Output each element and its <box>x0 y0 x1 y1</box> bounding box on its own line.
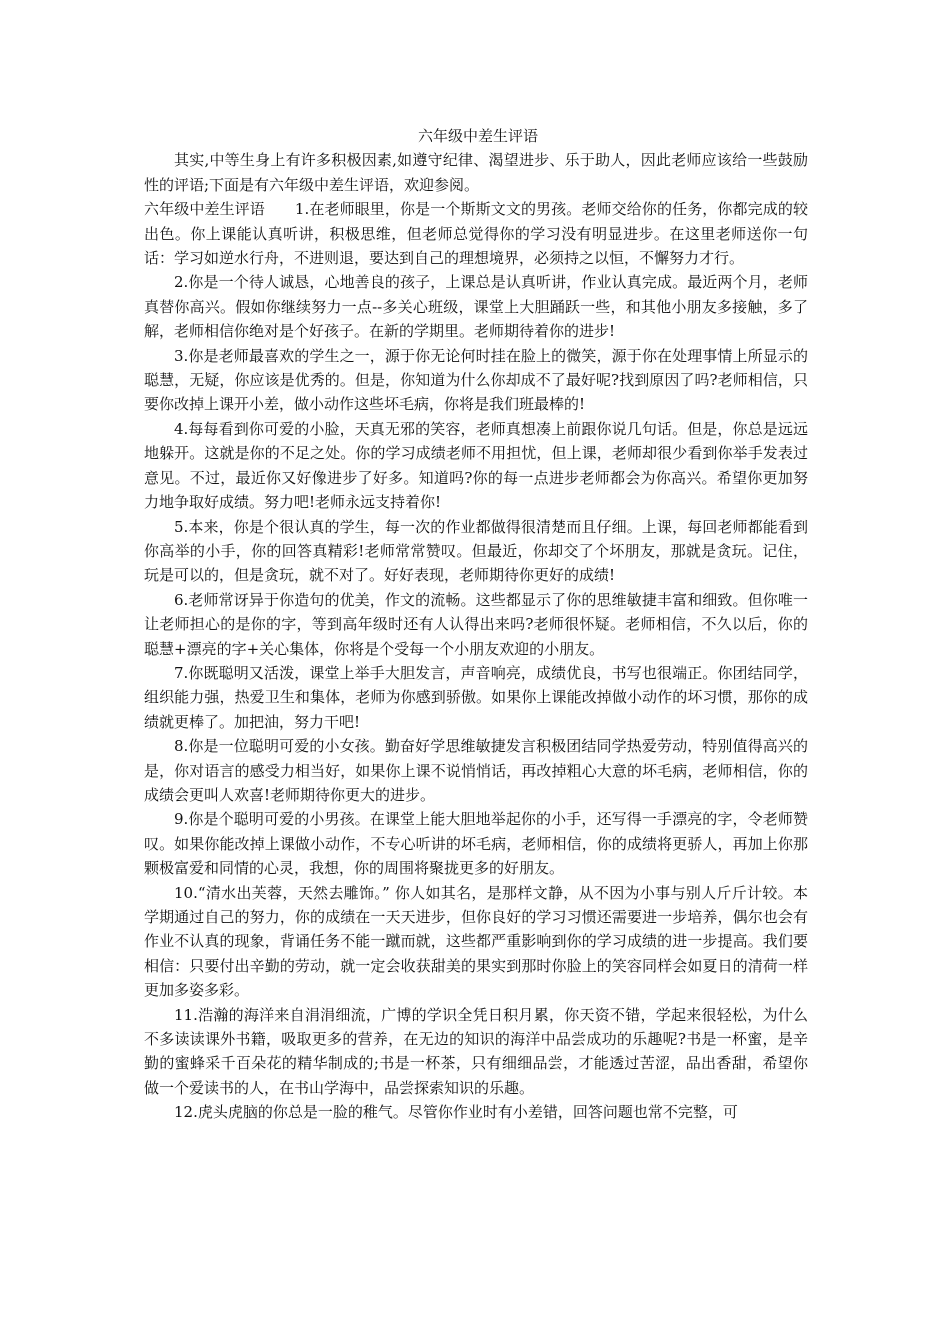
comment-12-paragraph: 12.虎头虎脑的你总是一脸的稚气。尽管你作业时有小差错，回答问题也常不完整，可 <box>174 1103 738 1122</box>
comment-3-paragraph: 3.你是老师最喜欢的学生之一，源于你无论何时挂在脸上的微笑，源于你在处理事情上所显示的聪慧，无疑，你应该是优秀的。但是，你知道为什么你却成不了最好呢?找到原因了吗?老师相信，只要你改掉上课开小差，做小动作这些坏毛病，你将是我们班最棒的! <box>144 346 808 414</box>
intro-paragraph: 其实,中等生身上有许多积极因素,如遵守纪律、渴望进步、乐于助人，因此老师应该给一些鼓励性的评语;下面是有六年级中差生评语，欢迎参阅。 <box>144 151 808 194</box>
section-label: 六年级中差生评语 <box>144 200 265 219</box>
comment-2-paragraph: 2.你是一个待人诚恳，心地善良的孩子，上课总是认真听讲，作业认真完成。最近两个月，老师真替你高兴。假如你继续努力一点--多关心班级，课堂上大胆踊跃一些，和其他小朋友多接触，多了解，老师相信你绝对是个好孩子。在新的学期里。老师期待着你的进步! <box>144 273 808 341</box>
comment-5-paragraph: 5.本来，你是个很认真的学生，每一次的作业都做得很清楚而且仔细。上课，每回老师都能看到你高举的小手，你的回答真精彩!老师常常赞叹。但最近，你却交了个坏朋友，那就是贪玩。记住，玩是可以的，但是贪玩，就不对了。好好表现，老师期待你更好的成绩! <box>144 517 808 585</box>
comment-7-paragraph: 7.你既聪明又活泼，课堂上举手大胆发言，声音响亮，成绩优良，书写也很端正。你团结同学，组织能力强，热爱卫生和集体，老师为你感到骄傲。如果你上课能改掉做小动作的坏习惯，那你的成绩就更棒了。加把油，努力干吧! <box>144 663 808 731</box>
document-page <box>144 124 808 1125</box>
comment-1-paragraph <box>144 197 808 270</box>
comment-1-text: 1.在老师眼里，你是一个斯斯文文的男孩。老师交给你的任务，你都完成的较出色。你上课能认真听讲，积极思维，但老师总觉得你的学习没有明显进步。在这里老师送你一句话：学习如逆水行舟，不进则退，要达到自己的理想境界，必须持之以恒，不懈努力才行。 <box>144 200 808 268</box>
comment-8-paragraph: 8.你是一位聪明可爱的小女孩。勤奋好学思维敏捷发言积极团结同学热爱劳动，特别值得高兴的是，你对语言的感受力相当好，如果你上课不说悄悄话，再改掉粗心大意的坏毛病，老师相信，你的成绩会更叫人欢喜!老师期待你更大的进步。 <box>144 737 808 804</box>
comment-11-paragraph: 11.浩瀚的海洋来自涓涓细流，广博的学识全凭日积月累，你天资不错，学起来很轻松，为什么不多读读课外书籍，吸取更多的营养，在无边的知识的海洋中品尝成功的乐趣呢?书是一杯蜜，是辛勤的蜜蜂采千百朵花的精华制成的;书是一杯茶，只有细细品尝，才能透过苦涩，品出香甜，希望你做一个爱读书的人，在书山学海中，品尝探索知识的乐趣。 <box>144 1005 808 1097</box>
document-title: 六年级中差生评语 <box>417 127 538 145</box>
comment-9-paragraph: 9.你是个聪明可爱的小男孩。在课堂上能大胆地举起你的小手，还写得一手漂亮的字，令老师赞叹。如果你能改掉上课做小动作，不专心听讲的坏毛病，老师相信，你的成绩将更骄人，再加上你那颗极富爱和同情的心灵，我想，你的周围将聚拢更多的好朋友。 <box>144 810 808 878</box>
comment-10-paragraph: 10.“清水出芙蓉，天然去雕饰。” 你人如其名，是那样文静，从不因为小事与别人斤斤计较。本学期通过自己的努力，你的成绩在一天天进步，但你良好的学习习惯还需要进一步培养，偶尔也会有作业不认真的现象，背诵任务不能一蹴而就，这些都严重影响到你的学习成绩的进一步提高。我们要相信：只要付出辛勤的劳动，就一定会收获甜美的果实到那时你脸上的笑容同样会如夏日的清荷一样更加多姿多彩。 <box>144 883 808 1000</box>
comment-4-paragraph: 4.每每看到你可爱的小脸，天真无邪的笑容，老师真想凑上前跟你说几句话。但是，你总是远远地躲开。这就是你的不足之处。你的学习成绩老师不用担忧，但上课，老师却很少看到你举手发表过意见。不过，最近你又好像进步了好多。知道吗?你的每一点进步老师都会为你高兴。希望你更加努力地争取好成绩。努力吧!老师永远支持着你! <box>144 419 808 512</box>
comment-6-paragraph: 6.老师常讶异于你造句的优美，作文的流畅。这些都显示了你的思维敏捷丰富和细致。但你唯一让老师担心的是你的字，等到高年级时还有人认得出来吗?老师很怀疑。老师相信，不久以后，你的聪慧+漂亮的字+关心集体，你将是个受每一个小朋友欢迎的小朋友。 <box>144 590 808 658</box>
